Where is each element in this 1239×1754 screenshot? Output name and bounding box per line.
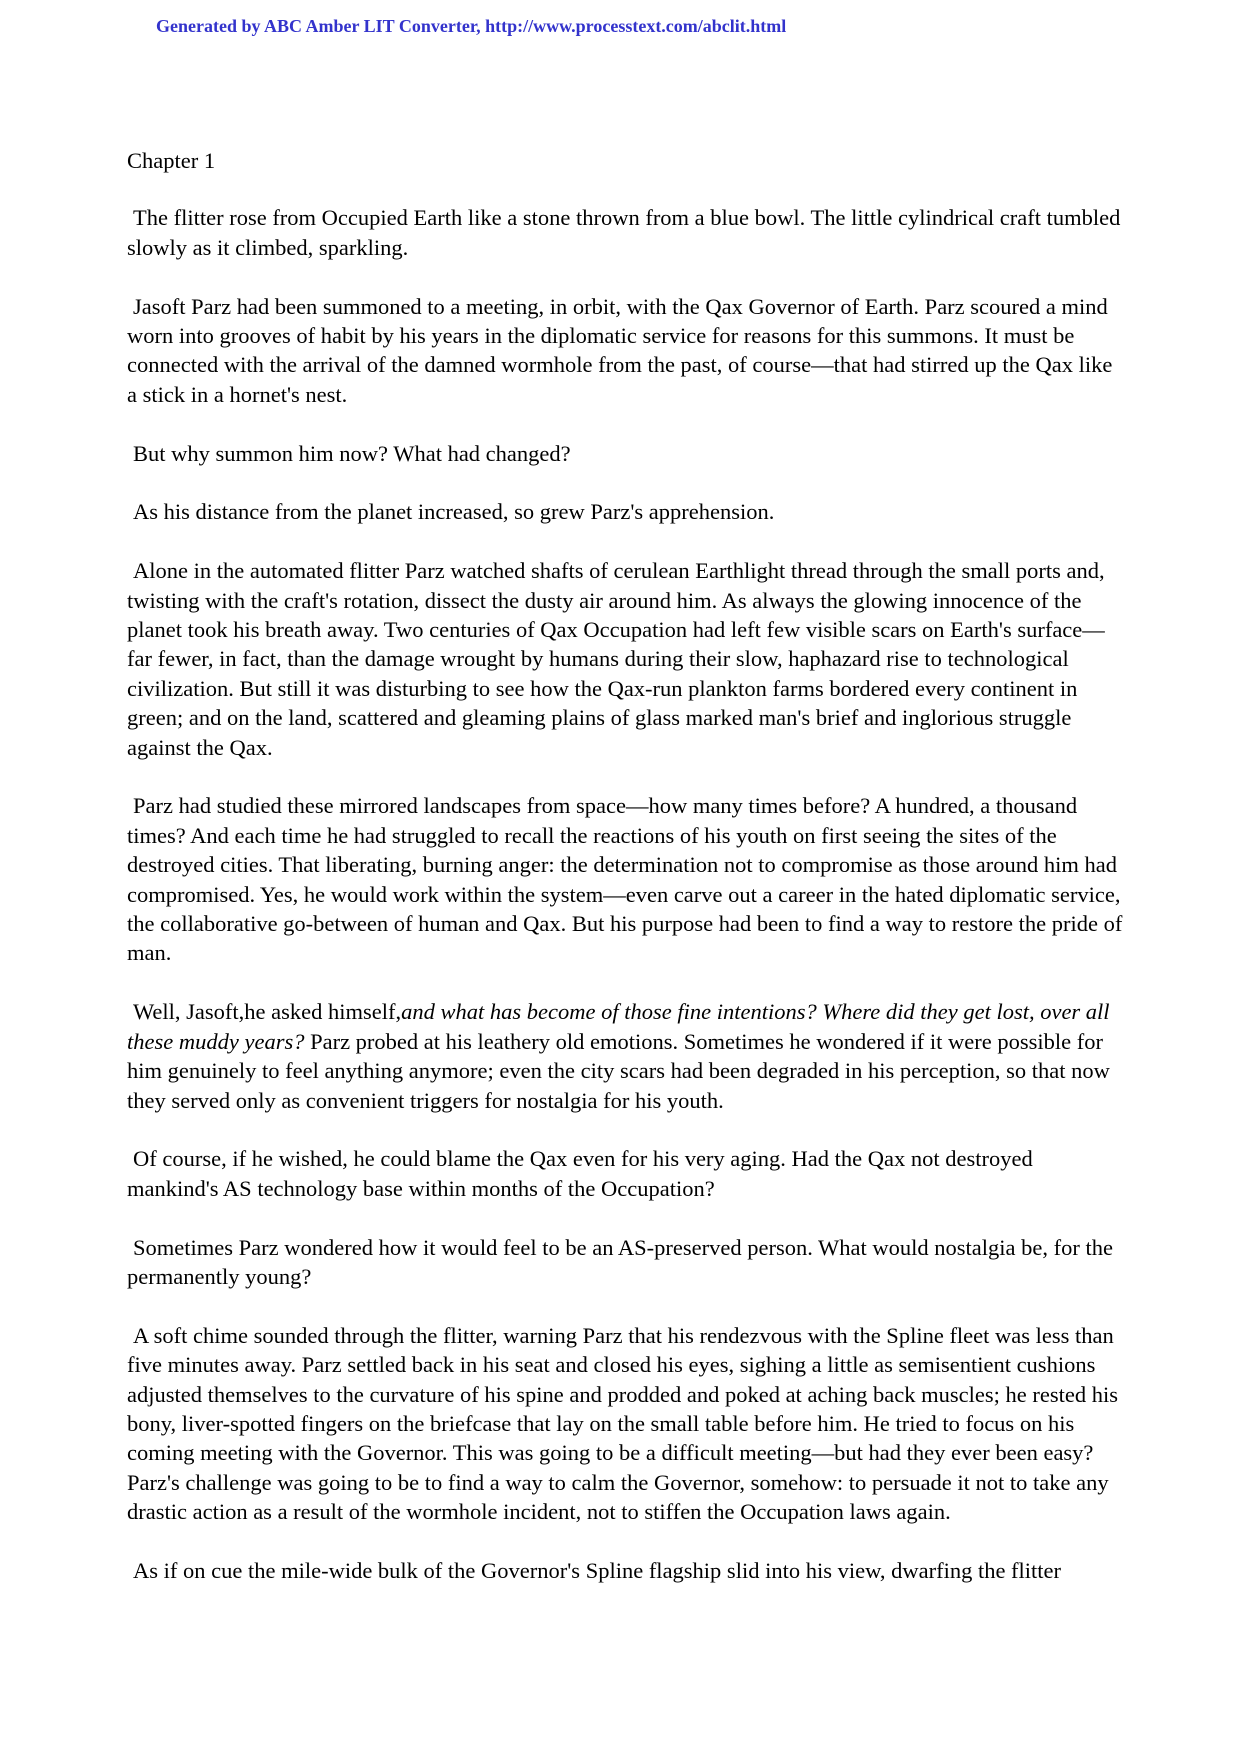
paragraph-11: As if on cue the mile-wide bulk of the Governor's Spline flagship slid into his view, dwarfing the flitter <box>133 1557 1062 1583</box>
chapter-title: Chapter 1 <box>127 148 216 173</box>
paragraph-2: Jasoft Parz had been summoned to a meeting, in orbit, with the Qax Governor of Earth. Parz scoured a mind worn into grooves of habit by his years in the diplomatic service for reasons for this summons. It must be connected with the arrival of the damned wormhole from the past, of course—that had stirred up the Qax like a stick in a hornet's nest. <box>127 293 1113 407</box>
paragraph-7-lead-tail: he asked himself, <box>244 999 402 1025</box>
paragraph-7-lead: Well, Jasoft, <box>133 999 245 1025</box>
paragraph-10: A soft chime sounded through the flitter, warning Parz that his rendezvous with the Spline fleet was less than five minutes away. Parz settled back in his seat and closed his eyes, sighing a little as semisentient cushions adjusted themselves to the curvature of his spine and prodded and poked at aching back muscles; he rested his bony, liver-spotted fingers on the briefcase that lay on the small table before him. He tried to focus on his coming meeting with the Governor. This was going to be a difficult meeting—but had they ever been easy? Parz's challenge was going to be to find a way to calm the Governor, somehow: to persuade it not to take any drastic action as a result of the wormhole incident, not to stiffen the Occupation laws again. <box>127 1322 1118 1525</box>
generator-header-link[interactable]: Generated by ABC Amber LIT Converter, http://www.processtext.com/abclit.html <box>156 16 787 36</box>
paragraph-1: The flitter rose from Occupied Earth like a stone thrown from a blue bowl. The little cylindrical craft tumbled slowly as it climbed, sparkling. <box>127 205 1121 260</box>
paragraph-6: Parz had studied these mirrored landscapes from space—how many times before? A hundred, a thousand times? And each time he had struggled to recall the reactions of his youth on first seeing the sites of the destroyed cities. That liberating, burning anger: the determination not to compromise as those around him had compromised. Yes, he would work within the system—even carve out a career in the hated diplomatic service, the collaborative go-between of human and Qax. But his purpose had been to find a way to restore the pride of man. <box>127 793 1123 966</box>
paragraph-7 <box>127 997 1127 1115</box>
paragraph-7-rest: Parz probed at his leathery old emotions. Sometimes he wondered if it were possible for him genuinely to feel anything anymore; even the city scars had been degraded in his perception, so that now they served only as convenient triggers for nostalgia for his youth. <box>127 1028 1110 1113</box>
paragraph-7-italic: and what has become of those fine intentions? Where did they get lost, over all these muddy years? <box>127 999 1110 1054</box>
chapter-content <box>127 146 1127 1615</box>
paragraph-5: Alone in the automated flitter Parz watched shafts of cerulean Earthlight thread through the small ports and, twisting with the craft's rotation, dissect the dusty air around him. As always the glowing innocence of the planet took his breath away. Two centuries of Qax Occupation had left few visible scars on Earth's surface—far fewer, in fact, than the damage wrought by humans during their slow, haphazard rise to technological civilization. But still it was disturbing to see how the Qax-run plankton farms bordered every continent in green; and on the land, scattered and gleaming plains of glass marked man's brief and inglorious struggle against the Qax. <box>127 558 1105 760</box>
paragraph-9: Sometimes Parz wondered how it would feel to be an AS-preserved person. What would nostalgia be, for the permanently young? <box>127 1234 1113 1289</box>
paragraph-8: Of course, if he wished, he could blame the Qax even for his very aging. Had the Qax not destroyed mankind's AS technology base within months of the Occupation? <box>127 1146 1033 1201</box>
paragraph-4: As his distance from the planet increased, so grew Parz's apprehension. <box>133 499 775 525</box>
paragraph-3: But why summon him now? What had changed? <box>133 440 571 466</box>
